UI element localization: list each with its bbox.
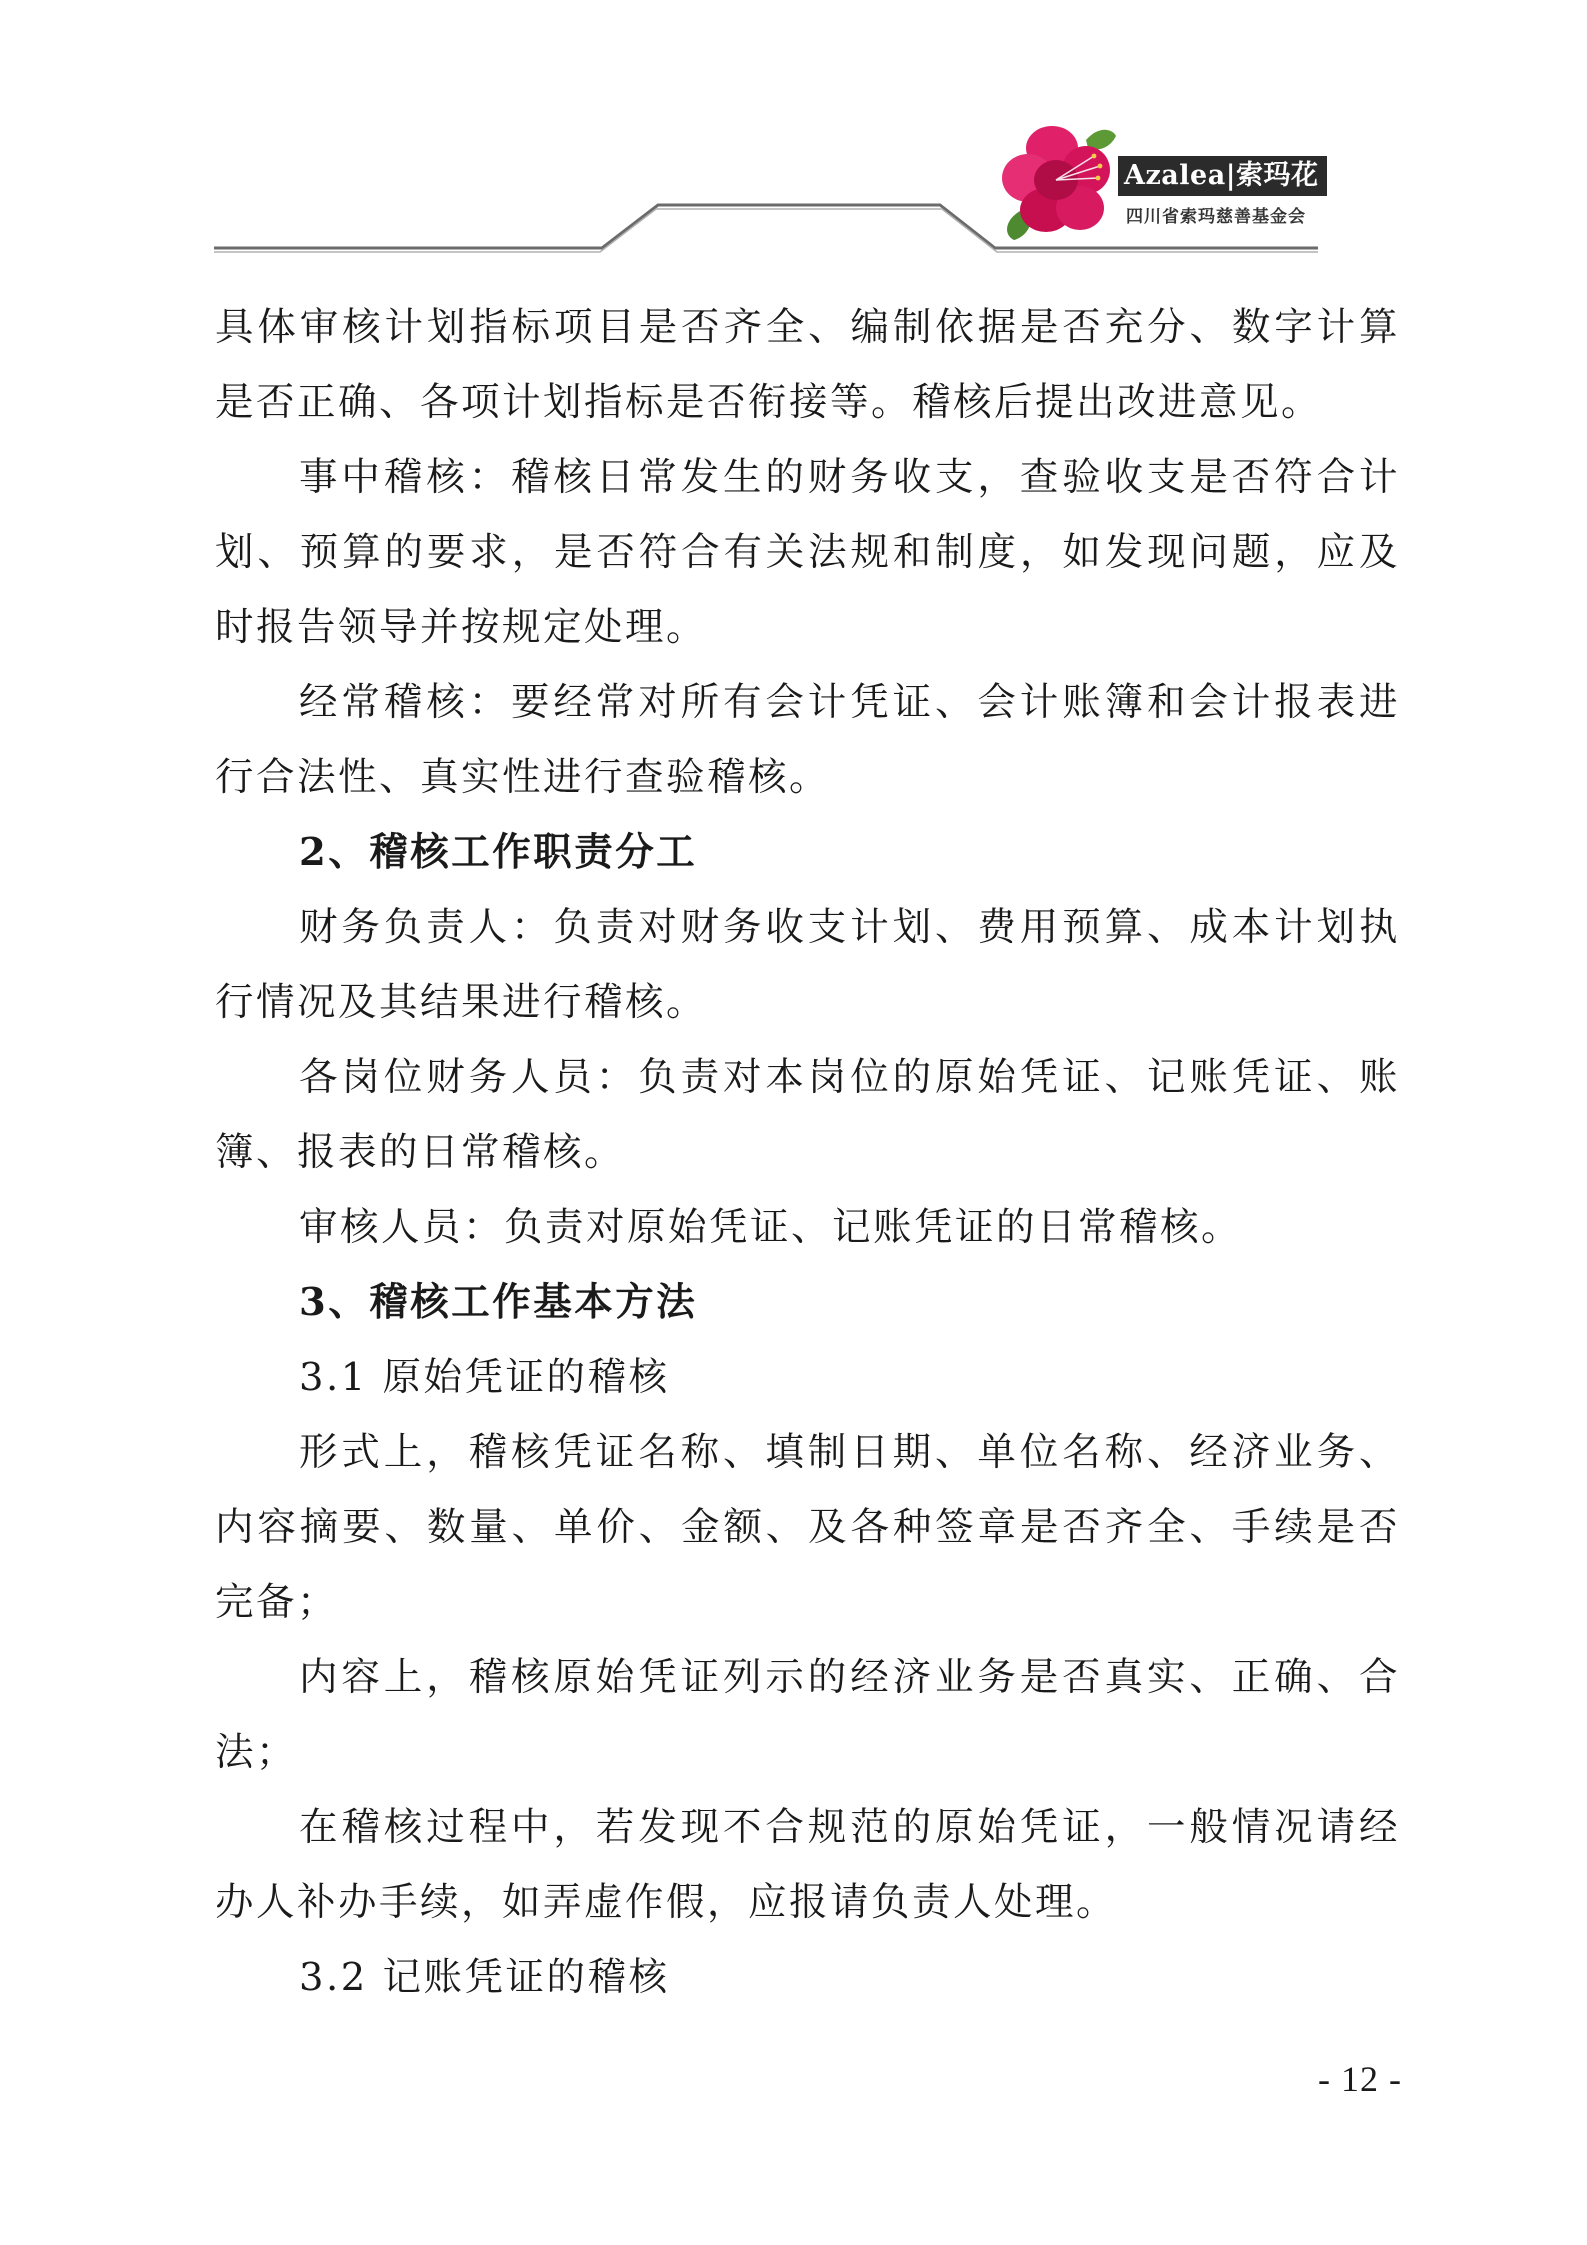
subsection-heading-accounting-vouchers: 3.2 记账凭证的稽核 (299, 1955, 670, 2000)
paragraph-content-check: 内容上，稽核原始凭证列示的经济业务是否真实、正确、合法； (215, 1655, 1400, 1775)
document-body (215, 290, 1400, 2015)
logo-subtitle: 四川省索玛慈善基金会 (1126, 207, 1306, 227)
paragraph-finance-head: 财务负责人：负责对财务收支计划、费用预算、成本计划执行情况及其结果进行稽核。 (215, 905, 1400, 1025)
subsection-heading-original-vouchers: 3.1 原始凭证的稽核 (299, 1355, 670, 1400)
section-heading-duties: 2、稽核工作职责分工 (299, 830, 698, 875)
section-heading-methods: 3、稽核工作基本方法 (299, 1280, 698, 1325)
paragraph-irregular-handling: 在稽核过程中，若发现不合规范的原始凭证，一般情况请经办人补办手续，如弄虚作假，应报请负责人处理。 (215, 1805, 1400, 1925)
foundation-logo (1000, 118, 1330, 248)
paragraph-plan-review-continued: 具体审核计划指标项目是否齐全、编制依据是否充分、数字计算是否正确、各项计划指标是否衔接等。稽核后提出改进意见。 (215, 305, 1400, 425)
paragraph-finance-staff: 各岗位财务人员：负责对本岗位的原始凭证、记账凭证、账簿、报表的日常稽核。 (215, 1055, 1400, 1175)
page-number: - 12 - (1318, 2059, 1402, 2099)
logo-brand-text: Azalea|索玛花 (1118, 156, 1327, 196)
paragraph-regular-audit: 经常稽核：要经常对所有会计凭证、会计账簿和会计报表进行合法性、真实性进行查验稽核。 (215, 680, 1400, 800)
paragraph-auditors: 审核人员：负责对原始凭证、记账凭证的日常稽核。 (299, 1205, 1243, 1250)
paragraph-in-process-audit: 事中稽核：稽核日常发生的财务收支，查验收支是否符合计划、预算的要求，是否符合有关法规和制度，如发现问题，应及时报告领导并按规定处理。 (215, 455, 1400, 650)
paragraph-form-check: 形式上，稽核凭证名称、填制日期、单位名称、经济业务、内容摘要、数量、单价、金额、及各种签章是否齐全、手续是否完备； (215, 1430, 1400, 1625)
header-divider-line (0, 0, 1587, 260)
azalea-flower-icon (1000, 118, 1120, 243)
